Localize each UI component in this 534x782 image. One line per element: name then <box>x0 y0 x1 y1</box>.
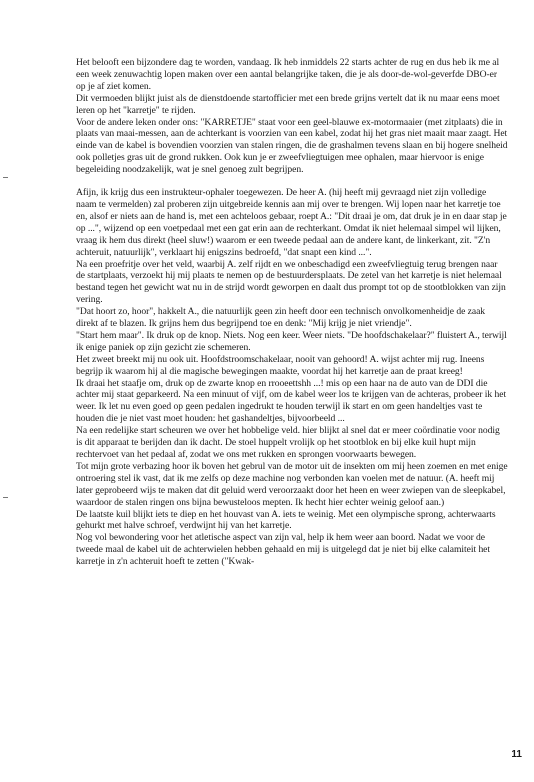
paragraph: Ik draai het staafje om, druk op de zwarte knop en rrooeettshh ...! mis op een haar na de auto van de DDI die achter mij staat geparkeerd. Na een minuut of vijf, om de kabel weer los te krijgen van de achteras, probeer ik het weer. Ik let nu even goed op geen pedalen ingedrukt te houden terwijl ik start en om geen handeltjes vast te houden die je niet vast moet houden: het gashandeltjes, bijvoorbeeld ... <box>76 377 507 425</box>
paragraph: De laatste kuil blijkt iets te diep en het houvast van A. iets te weinig. Met een olympische sprong, achterwaarts gehurkt met halve schroef, verdwijnt hij van het karretje. <box>76 508 496 532</box>
paragraph: Tot mijn grote verbazing hoor ik boven het gebrul van de motor uit de insekten om mij heen zoemen en met enige ontroering stel ik vast, dat ik me zelfs op deze machine nog verbonden kan voelen met de natuur. (A. heeft mij later geprobeerd wijs te maken dat dit geluid werd veroorzaakt door het heen en weer zwiepen van de sleepkabel, waardoor de stalen ringen ons bijna bewusteloos mepten. Ik hecht hier echter weinig geloof aan.) <box>76 460 508 508</box>
paragraph: Dit vermoeden blijkt juist als de dienstdoende startofficier met een brede grijns vertelt dat ik nu maar eens moet leren op het "karretje" te rijden. <box>76 92 500 116</box>
margin-mark <box>3 497 8 498</box>
paragraph: "Dat hoort zo, hoor", hakkelt A., die natuurlijk geen zin heeft door een technisch onvolkomenheidje de zaak direkt af te blazen. Ik grijns hem dus begrijpend toe en denk: "Mij krijg je niet vriendje". <box>76 306 486 330</box>
paragraph: Voor de andere leken onder ons: "KARRETJE" staat voor een geel-blauwe ex-motormaaier (met zitplaats) die in plaats van maai-messen, aan de achterkant is voorzien van een kabel, zodat hij het gras niet maait maar zaagt. Het einde van de kabel is bovendien voorzien van stalen ringen, die de grashalmen tevens slaan en bij hogere snelheid ook polletjes gras uit de grond rukken. Ook kun je er zweefvliegtuigen mee ophalen, maar hiervoor is enige begeleiding noodzakelijk, wat je snel genoeg zult begrijpen. <box>76 116 508 176</box>
paragraph: Na een redelijke start scheuren we over het hobbelige veld. hier blijkt al snel dat er meer coördinatie voor nodig is dit apparaat te berijden dan ik dacht. De stoel huppelt vrolijk op het stootblok en bij elke kuil hupt mijn rechtervoet van het pedaal af, zodat we ons met rukken en sprongen voorwaarts bewegen. <box>76 425 500 460</box>
paragraph: Het belooft een bijzondere dag te worden, vandaag. Ik heb inmiddels 22 starts achter de rug en dus heb ik me al een week zenuwachtig lopen maken over een aantal belangrijke taken, die je als door-de-wol-geverfde DBO-er op je af ziet komen. <box>76 57 500 92</box>
paragraph: Na een proefritje over het veld, waarbij A. zelf rijdt en we onbeschadigd een zweefvliegtuig terug brengen naar de startplaats, verzoekt hij mij plaats te nemen op de bestuurdersplaats. De zetel van het karretje is niet helemaal bestand tegen het gewicht wat nu in de strijd wordt geworpen en daalt dus prompt tot op de stootblokken van zijn vering. <box>76 258 506 306</box>
paragraph: Nog vol bewondering voor het atletische aspect van zijn val, help ik hem weer aan boord. Nadat we voor de tweede maal de kabel uit de achterwielen hebben gehaald en mij is uitgelegd dat je niet bij elke calamiteit het karretje in z'n achteruit hoeft te zetten ("Kwak- <box>76 532 491 568</box>
article-body <box>76 57 508 568</box>
paragraph: Het zweet breekt mij nu ook uit. Hoofdstroomschakelaar, nooit van gehoord! A. wijst achter mij rug. Ineens begrijp ik waarom hij al die magische bewegingen maakte, voordat hij het karretje aan de praat kreeg! <box>76 353 485 377</box>
page-number: 11 <box>511 749 522 760</box>
margin-mark <box>3 177 8 178</box>
paragraph: "Start hem maar". Ik druk op de knop. Niets. Nog een keer. Weer niets. "De hoofdschakelaar?" fluistert A., terwijl ik enige paniek op zijn gezicht zie schemeren. <box>76 329 507 353</box>
paragraph: Afijn, ik krijg dus een instrukteur-ophaler toegewezen. De heer A. (hij heeft mij gevraagd niet zijn volledige naam te vermelden) zal proberen zijn uitgebreide kennis aan mij over te brengen. Wij lopen naar het karretje toe en, alsof er niets aan de hand is, met een achteloos gebaar, roept A.: "Dit draai je om, dat druk je in en daar stap je op ...", wijzend op een voetpedaal met een gat erin aan de rechterkant. Omdat ik niet helemaal simpel wil lijken, vraag ik hem dus direkt (heel sluw!) waarom er een tweede pedaal aan de andere kant, de linkerkant, zit. "Z'n achteruit, natuurlijk", verklaart hij enigszins bedroefd, "dat snapt een kind ...". <box>76 187 507 258</box>
